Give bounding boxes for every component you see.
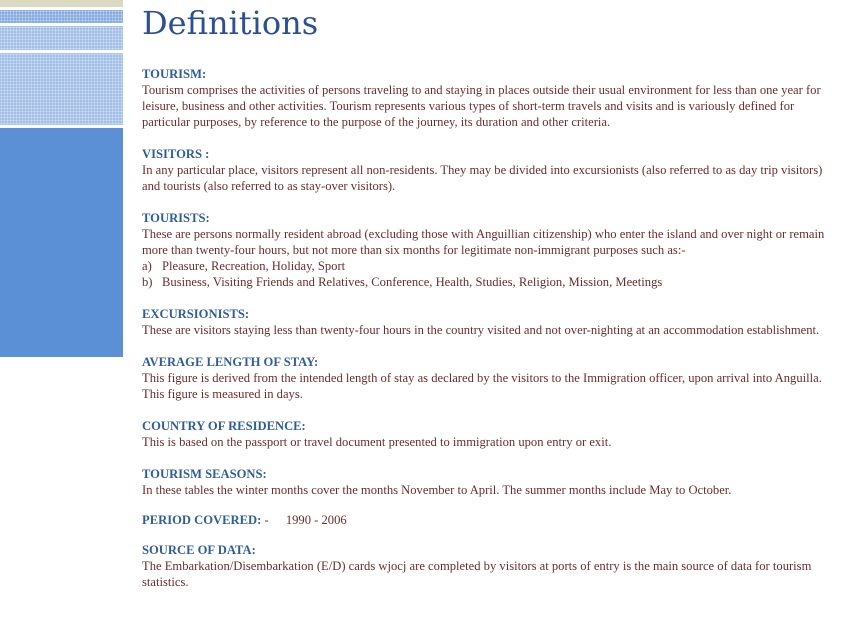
definition-heading: AVERAGE LENGTH OF STAY: [142, 355, 319, 369]
definitions-content [142, 66, 837, 606]
definition-heading: PERIOD COVERED: [142, 513, 262, 527]
definition-text: In these tables the winter months cover the months November to April. The summer months include May to October. [142, 483, 732, 497]
definition-text: The Embarkation/Disembarkation (E/D) cards wjocj are completed by visitors at ports of entry is the main source of data for tourism statistics. [142, 559, 812, 589]
period-separator: - [264, 513, 269, 527]
list-marker: b) [142, 275, 153, 289]
definition-heading: SOURCE OF DATA: [142, 543, 256, 557]
decorative-band-pattern [0, 26, 123, 50]
list-item [142, 258, 837, 274]
definition-heading: EXCURSIONISTS: [142, 307, 250, 321]
definition-source-of-data [142, 542, 837, 590]
definition-text: Tourism comprises the activities of persons traveling to and staying in places outside their usual environment for less than one year for leisure, business and other activities. Tourism represents various types of short-term travels and visits and is variously defined for particular purposes, by reference to the purpose of the journey, its duration and other criteria. [142, 83, 821, 129]
definition-tourism-seasons [142, 466, 837, 498]
decorative-band-tan [0, 0, 123, 7]
definition-period-covered [142, 512, 837, 528]
definition-heading: TOURISM: [142, 67, 207, 81]
decorative-side-bar [0, 0, 123, 357]
decorative-band-solid [0, 128, 123, 357]
decorative-band-pattern [0, 10, 123, 23]
definition-text: This is based on the passport or travel document presented to immigration upon entry or exit. [142, 435, 612, 449]
definition-tourism [142, 66, 837, 130]
definition-heading: TOURISTS: [142, 211, 210, 225]
period-value: 1990 - 2006 [285, 513, 347, 527]
definition-visitors [142, 146, 837, 194]
definition-tourists [142, 210, 837, 290]
definition-text: These are visitors staying less than twenty-four hours in the country visited and not over-nighting at an accommodation establishment. [142, 323, 820, 337]
definition-text: In any particular place, visitors represent all non-residents. They may be divided into excursionists (also referred to as day trip visitors) and tourists (also referred to as stay-over visitors). [142, 163, 823, 193]
definition-heading: VISITORS : [142, 147, 210, 161]
list-item [142, 274, 837, 290]
list-item-text: Business, Visiting Friends and Relatives, Conference, Health, Studies, Religion, Mission, Meetings [162, 275, 663, 289]
list-marker: a) [142, 259, 152, 273]
definition-excursionists [142, 306, 837, 338]
definition-heading: TOURISM SEASONS: [142, 467, 267, 481]
definition-text: This figure is derived from the intended length of stay as declared by the visitors to the Immigration officer, upon arrival into Anguilla. This figure is measured in days. [142, 371, 822, 401]
definition-heading: COUNTRY OF RESIDENCE: [142, 419, 306, 433]
definition-country-of-residence [142, 418, 837, 450]
decorative-band-pattern [0, 53, 123, 125]
page-title: Definitions [142, 4, 319, 42]
definition-text: These are persons normally resident abroad (excluding those with Anguillian citizenship) who enter the island and over night or remain more than twenty-four hours, but not more than six months for legitimate non-immigrant purposes such as:- [142, 227, 825, 257]
list-item-text: Pleasure, Recreation, Holiday, Sport [162, 259, 346, 273]
definition-average-length-of-stay [142, 354, 837, 402]
